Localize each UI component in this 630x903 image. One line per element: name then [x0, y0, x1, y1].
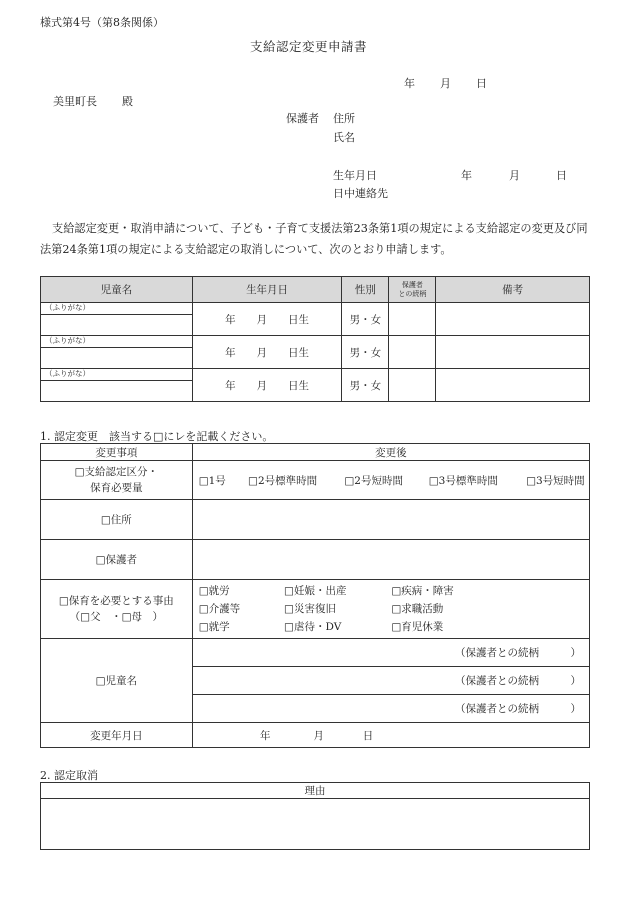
addressee-honorific: 殿: [122, 95, 133, 108]
header-relation: [389, 277, 436, 303]
applicant-label: 保護者: [286, 112, 319, 125]
change-date-day: 日: [362, 729, 374, 742]
cert-option-4[interactable]: □3号標準時間: [428, 474, 498, 487]
reason-option[interactable]: □虐待・DV: [284, 621, 342, 633]
cert-option-5[interactable]: □3号短時間: [526, 474, 585, 487]
child-name-checkbox-label[interactable]: □児童名: [41, 639, 193, 723]
name-label: 氏名: [333, 131, 355, 144]
cancel-reason-field[interactable]: [41, 799, 590, 850]
child-remarks-cell[interactable]: [436, 369, 590, 402]
reason-option[interactable]: □求職活動: [391, 603, 444, 615]
cert-category-label-2: 保育必要量: [90, 482, 143, 494]
reason-option[interactable]: □介護等: [198, 603, 241, 615]
birth-month: 月: [509, 169, 520, 182]
cert-options: [192, 461, 589, 500]
birth-year: 年: [461, 169, 472, 182]
birth-day: 日: [556, 169, 567, 182]
relation-cell[interactable]: （保護者との続柄 ）: [192, 667, 589, 695]
child-birthdate-cell[interactable]: 年 月 日生: [192, 303, 342, 336]
header-change-item: 変更事項: [41, 444, 193, 461]
cert-option-1[interactable]: □1号: [198, 474, 226, 487]
cert-option-2[interactable]: □2号標準時間: [248, 474, 318, 487]
child-birthdate-cell[interactable]: 年 月 日生: [192, 336, 342, 369]
child-remarks-cell[interactable]: [436, 303, 590, 336]
cert-option-3[interactable]: □2号短時間: [344, 474, 403, 487]
guardian-checkbox-label[interactable]: □保護者: [41, 540, 193, 580]
intro-paragraph: 支給認定変更・取消申請について、子ども・子育て支援法第23条第1項の規定による支給認定の変更及び同法第24条第1項の規定による支給認定の取消しについて、次のとおり申請します。: [40, 222, 588, 256]
birthdate-label: 生年月日: [333, 169, 377, 182]
guardian-value-cell[interactable]: [192, 540, 589, 580]
child-relation-cell[interactable]: [389, 369, 436, 402]
child-sex-cell[interactable]: 男・女: [342, 336, 389, 369]
header-child-name: 児童名: [41, 277, 193, 303]
reason-option[interactable]: □疾病・障害: [391, 585, 454, 597]
header-relation-bottom: との続柄: [398, 289, 427, 298]
change-date-month: 月: [313, 729, 324, 742]
cert-category-label-1: □支給認定区分・: [74, 466, 159, 478]
furigana-cell[interactable]: （ふりがな）: [41, 369, 193, 381]
change-date-label: 変更年月日: [41, 723, 193, 748]
change-date-cell[interactable]: [192, 723, 589, 748]
date-month: 月: [440, 77, 451, 90]
address-value-cell[interactable]: [192, 500, 589, 540]
furigana-cell[interactable]: （ふりがな）: [41, 303, 193, 315]
relation-cell[interactable]: （保護者との続柄 ）: [192, 695, 589, 723]
header-relation-top: 保護者: [401, 280, 423, 289]
child-relation-cell[interactable]: [389, 303, 436, 336]
child-relation-cell[interactable]: [389, 336, 436, 369]
reason-option[interactable]: □妊娠・出産: [284, 585, 347, 597]
reason-option[interactable]: □就労: [198, 585, 230, 597]
child-remarks-cell[interactable]: [436, 336, 590, 369]
reason-label-cell[interactable]: [41, 580, 193, 639]
cancel-table: [40, 782, 590, 850]
reason-header: 理由: [41, 783, 590, 799]
child-birthdate-cell[interactable]: 年 月 日生: [192, 369, 342, 402]
child-sex-cell[interactable]: 男・女: [342, 303, 389, 336]
reason-option[interactable]: □就学: [198, 621, 230, 633]
section1-title: 1. 認定変更 該当する□にレを記載ください。: [40, 430, 274, 443]
address-checkbox-label[interactable]: □住所: [41, 500, 193, 540]
change-date-year: 年: [260, 729, 271, 742]
header-remarks: 備考: [436, 277, 590, 303]
reason-label-2: （□父 ・□母 ）: [69, 611, 164, 623]
address-label: 住所: [333, 112, 355, 125]
reason-options: [192, 580, 589, 639]
date-year: 年: [404, 77, 415, 90]
contact-label: 日中連絡先: [333, 187, 388, 200]
furigana-cell[interactable]: （ふりがな）: [41, 336, 193, 348]
child-name-cell[interactable]: [41, 315, 193, 336]
relation-cell[interactable]: （保護者との続柄 ）: [192, 639, 589, 667]
header-birthdate: 生年月日: [192, 277, 342, 303]
header-sex: 性別: [342, 277, 389, 303]
children-table: [40, 276, 590, 402]
reason-label-1: □保育を必要とする事由: [58, 595, 174, 607]
form-number: 様式第4号（第8条関係）: [40, 16, 164, 29]
date-day: 日: [476, 77, 487, 90]
child-name-cell[interactable]: [41, 348, 193, 369]
child-name-cell[interactable]: [41, 381, 193, 402]
page-title: 支給認定変更申請書: [250, 39, 368, 54]
change-table: [40, 443, 590, 748]
header-change-after: 変更後: [192, 444, 589, 461]
section2-title: 2. 認定取消: [40, 769, 98, 782]
reason-option[interactable]: □育児休業: [391, 621, 444, 633]
addressee-name: 美里町長: [53, 95, 97, 108]
cert-category-label[interactable]: [41, 461, 193, 500]
reason-option[interactable]: □災害復旧: [284, 603, 336, 615]
child-sex-cell[interactable]: 男・女: [342, 369, 389, 402]
